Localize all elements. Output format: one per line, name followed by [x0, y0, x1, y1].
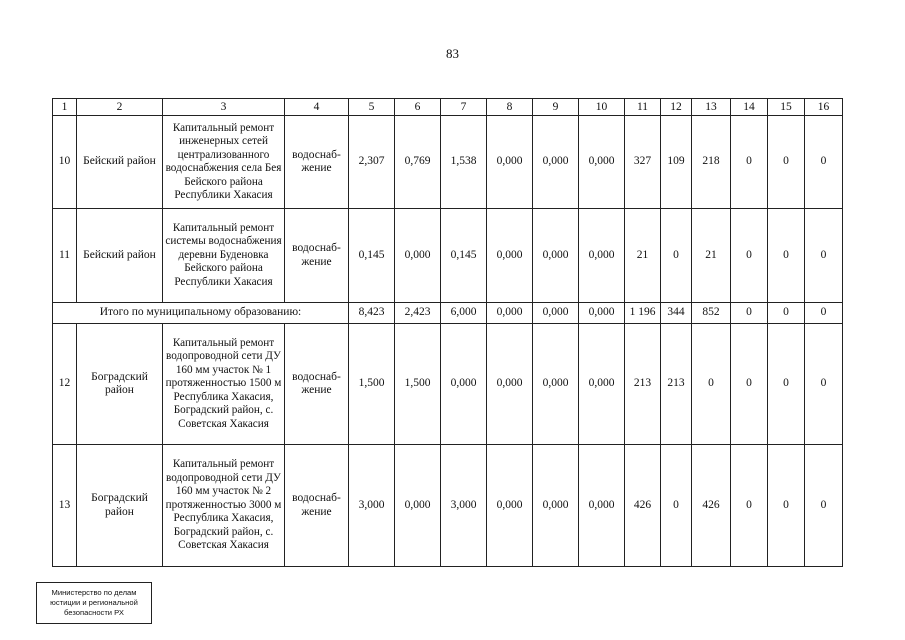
value-cell: 1,500	[395, 324, 441, 445]
table-row	[53, 116, 843, 209]
header-cell: 16	[805, 99, 843, 116]
row-number: 11	[53, 209, 77, 303]
value-cell: 0,000	[533, 209, 579, 303]
value-cell: 0	[805, 324, 843, 445]
type-cell: водоснаб-жение	[285, 209, 349, 303]
value-cell: 0	[768, 116, 805, 209]
value-cell: 3,000	[349, 445, 395, 567]
header-cell: 2	[77, 99, 163, 116]
total-value-cell: 0,000	[487, 303, 533, 324]
value-cell: 213	[625, 324, 661, 445]
value-cell: 0,769	[395, 116, 441, 209]
value-cell: 0,000	[487, 324, 533, 445]
value-cell: 0	[805, 209, 843, 303]
value-cell: 3,000	[441, 445, 487, 567]
ministry-stamp	[36, 582, 152, 624]
value-cell: 1,500	[349, 324, 395, 445]
header-cell: 13	[692, 99, 731, 116]
value-cell: 0	[661, 209, 692, 303]
description-cell: Капитальный ремонт инженерных сетей централизованного водоснабжения села Бея Бейского района Республики Хакасия	[163, 116, 285, 209]
value-cell: 0	[692, 324, 731, 445]
total-value-cell: 8,423	[349, 303, 395, 324]
header-cell: 9	[533, 99, 579, 116]
district-cell: Бейский район	[77, 116, 163, 209]
value-cell: 0	[731, 324, 768, 445]
header-cell: 1	[53, 99, 77, 116]
row-number: 12	[53, 324, 77, 445]
value-cell: 327	[625, 116, 661, 209]
value-cell: 0,000	[533, 445, 579, 567]
header-cell: 14	[731, 99, 768, 116]
value-cell: 0,145	[441, 209, 487, 303]
district-cell: Боградский район	[77, 445, 163, 567]
value-cell: 0,000	[579, 209, 625, 303]
value-cell: 426	[692, 445, 731, 567]
total-value-cell: 0,000	[579, 303, 625, 324]
total-value-cell: 0,000	[533, 303, 579, 324]
value-cell: 0,000	[487, 116, 533, 209]
value-cell: 213	[661, 324, 692, 445]
data-table	[52, 98, 843, 567]
total-value-cell: 344	[661, 303, 692, 324]
header-row	[53, 99, 843, 116]
header-cell: 10	[579, 99, 625, 116]
total-label: Итого по муниципальному образованию:	[53, 303, 349, 324]
header-cell: 4	[285, 99, 349, 116]
total-value-cell: 0	[805, 303, 843, 324]
district-cell: Бейский район	[77, 209, 163, 303]
value-cell: 0	[661, 445, 692, 567]
header-cell: 15	[768, 99, 805, 116]
value-cell: 218	[692, 116, 731, 209]
stamp-line: Министерство по делам	[51, 588, 137, 597]
value-cell: 0,000	[533, 324, 579, 445]
total-value-cell: 0	[768, 303, 805, 324]
page-number: 83	[446, 46, 459, 61]
value-cell: 21	[692, 209, 731, 303]
table-row	[53, 445, 843, 567]
value-cell: 21	[625, 209, 661, 303]
type-cell: водоснаб-жение	[285, 324, 349, 445]
description-cell: Капитальный ремонт водопроводной сети ДУ 160 мм участок № 2 протяженностью 3000 м Республика Хакасия, Боградский район, с. Советская Хакасия	[163, 445, 285, 567]
value-cell: 0,000	[579, 324, 625, 445]
value-cell: 0	[731, 116, 768, 209]
value-cell: 0,000	[579, 445, 625, 567]
value-cell: 0,000	[533, 116, 579, 209]
total-value-cell: 852	[692, 303, 731, 324]
row-number: 13	[53, 445, 77, 567]
value-cell: 0,000	[487, 209, 533, 303]
value-cell: 426	[625, 445, 661, 567]
header-cell: 6	[395, 99, 441, 116]
value-cell: 0,000	[395, 209, 441, 303]
type-cell: водоснаб-жение	[285, 445, 349, 567]
value-cell: 2,307	[349, 116, 395, 209]
type-cell: водоснаб-жение	[285, 116, 349, 209]
stamp-line: юстиции и региональной	[50, 598, 138, 607]
total-value-cell: 6,000	[441, 303, 487, 324]
value-cell: 0,145	[349, 209, 395, 303]
description-cell: Капитальный ремонт водопроводной сети ДУ 160 мм участок № 1 протяженностью 1500 м Республика Хакасия, Боградский район, с. Советская Хакасия	[163, 324, 285, 445]
value-cell: 1,538	[441, 116, 487, 209]
value-cell: 0	[731, 209, 768, 303]
value-cell: 0,000	[395, 445, 441, 567]
total-row	[53, 303, 843, 324]
total-value-cell: 2,423	[395, 303, 441, 324]
value-cell: 0	[805, 116, 843, 209]
district-cell: Боградский район	[77, 324, 163, 445]
header-cell: 5	[349, 99, 395, 116]
value-cell: 0	[768, 445, 805, 567]
table-row	[53, 324, 843, 445]
stamp-line: безопасности РХ	[64, 608, 124, 617]
header-cell: 11	[625, 99, 661, 116]
value-cell: 0,000	[441, 324, 487, 445]
header-cell: 8	[487, 99, 533, 116]
table-row	[53, 209, 843, 303]
value-cell: 0	[768, 209, 805, 303]
value-cell: 109	[661, 116, 692, 209]
value-cell: 0	[731, 445, 768, 567]
total-value-cell: 1 196	[625, 303, 661, 324]
description-cell: Капитальный ремонт системы водоснабжения деревни Буденовка Бейского района Республики Хакасия	[163, 209, 285, 303]
row-number: 10	[53, 116, 77, 209]
header-cell: 12	[661, 99, 692, 116]
value-cell: 0	[768, 324, 805, 445]
header-cell: 3	[163, 99, 285, 116]
header-cell: 7	[441, 99, 487, 116]
value-cell: 0,000	[579, 116, 625, 209]
value-cell: 0,000	[487, 445, 533, 567]
value-cell: 0	[805, 445, 843, 567]
total-value-cell: 0	[731, 303, 768, 324]
